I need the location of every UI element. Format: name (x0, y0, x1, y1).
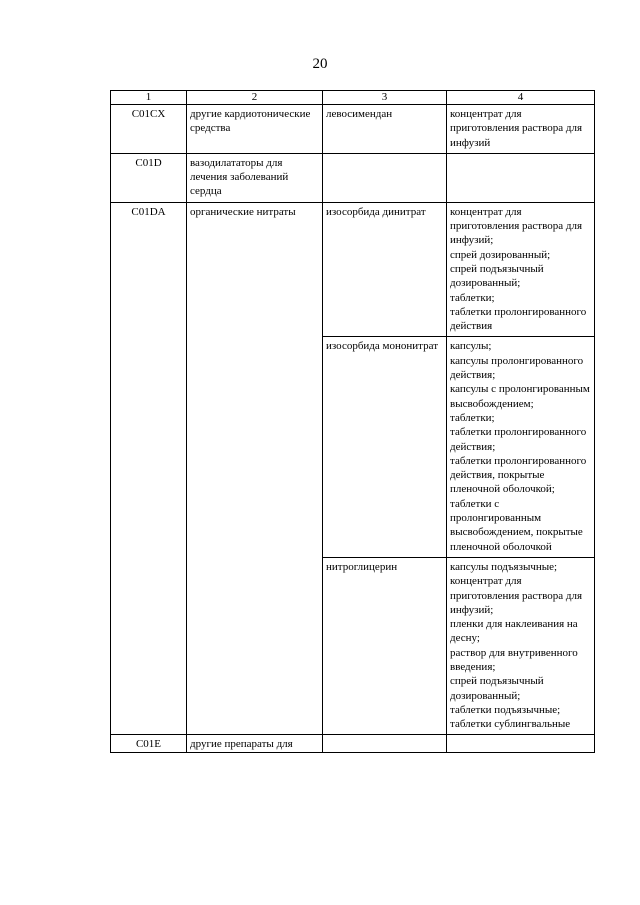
table-row (111, 105, 595, 154)
atc-code-cell: C01CX (111, 105, 187, 154)
dosage-form: капсулы пролонгированного действия; (450, 354, 584, 382)
drug-cell: изосорбида динитрат (323, 202, 447, 337)
dosage-form: концентрат для приготовления раствора для инфузий; (450, 205, 582, 247)
dosage-form: раствор для внутривенного введения; (450, 646, 578, 673)
drug-cell: левосимендан (323, 105, 447, 154)
dosage-form: таблетки; (450, 411, 495, 424)
table-row (111, 153, 595, 202)
page-number: 20 (312, 56, 328, 72)
dosage-form: таблетки; (450, 291, 495, 304)
drug-cell (323, 735, 447, 752)
group-cell: другие кардиотонические средства (187, 105, 323, 154)
table-header-row (111, 91, 595, 105)
atc-code-cell: C01DA (111, 202, 187, 735)
header-cell: 1 (111, 91, 187, 105)
dosage-form: таблетки пролонгированного действия (450, 305, 587, 333)
dosage-form: капсулы с пролонгированным высвобождением; (450, 383, 590, 410)
forms-cell (447, 153, 595, 202)
header-cell: 2 (187, 91, 323, 105)
drug-cell: нитроглицерин (323, 557, 447, 735)
atc-code-cell: C01D (111, 153, 187, 202)
table-row (111, 735, 595, 752)
group-cell: другие препараты для (187, 735, 323, 752)
group-cell: вазодилататоры для лечения заболеваний сердца (187, 153, 323, 202)
atc-code-cell: C01E (111, 735, 187, 752)
drug-table (110, 90, 595, 753)
header-cell: 4 (447, 91, 595, 105)
dosage-form: концентрат для приготовления раствора для инфузий; (450, 575, 582, 616)
table-row (111, 202, 595, 337)
forms-cell: концентрат для приготовления раствора для инфузий (447, 105, 595, 154)
dosage-form: спрей дозированный; (450, 248, 551, 261)
forms-cell (447, 735, 595, 752)
dosage-form: спрей подъязычный дозированный; (450, 262, 544, 290)
drug-cell (323, 153, 447, 202)
group-cell: органические нитраты (187, 202, 323, 735)
forms-cell (447, 202, 595, 337)
dosage-form: пленки для наклеивания на десну; (450, 618, 578, 645)
dosage-form: капсулы подъязычные; (450, 560, 558, 573)
dosage-form: спрей подъязычный дозированный; (450, 675, 544, 702)
dosage-form: таблетки пролонгированного действия, покрытые пленочной оболочкой; (450, 454, 587, 496)
dosage-form: капсулы; (450, 340, 492, 353)
header-cell: 3 (323, 91, 447, 105)
dosage-form: таблетки сублингвальные (450, 718, 571, 731)
dosage-form: таблетки подъязычные; (450, 703, 561, 716)
dosage-form: таблетки пролонгированного действия; (450, 426, 587, 453)
forms-cell (447, 337, 595, 557)
forms-cell (447, 557, 595, 735)
dosage-form: таблетки с пролонгированным высвобождением, покрытые пленочной оболочкой (450, 497, 583, 553)
drug-cell: изосорбида мононитрат (323, 337, 447, 557)
